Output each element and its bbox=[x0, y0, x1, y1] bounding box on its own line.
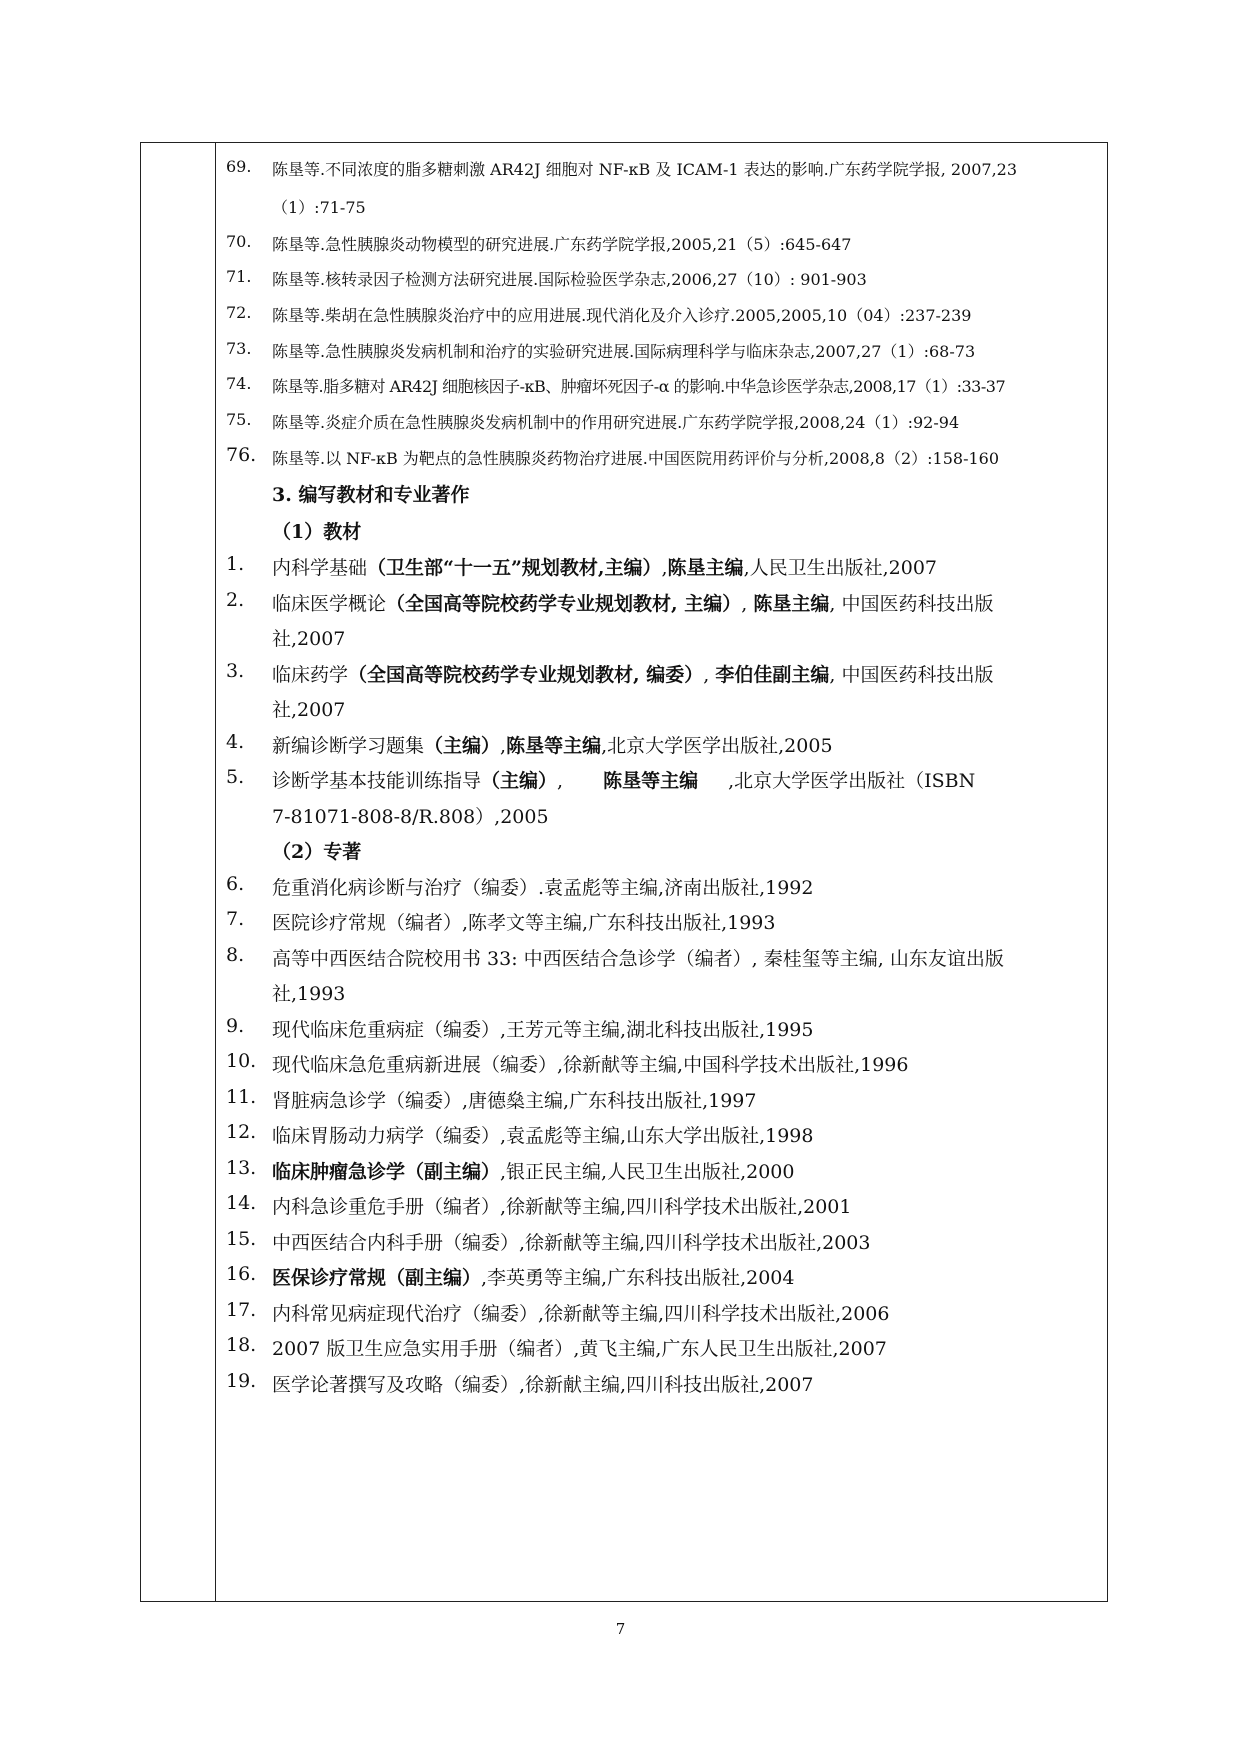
page-number: 7 bbox=[615, 1620, 626, 1638]
column-divider bbox=[215, 143, 216, 1601]
